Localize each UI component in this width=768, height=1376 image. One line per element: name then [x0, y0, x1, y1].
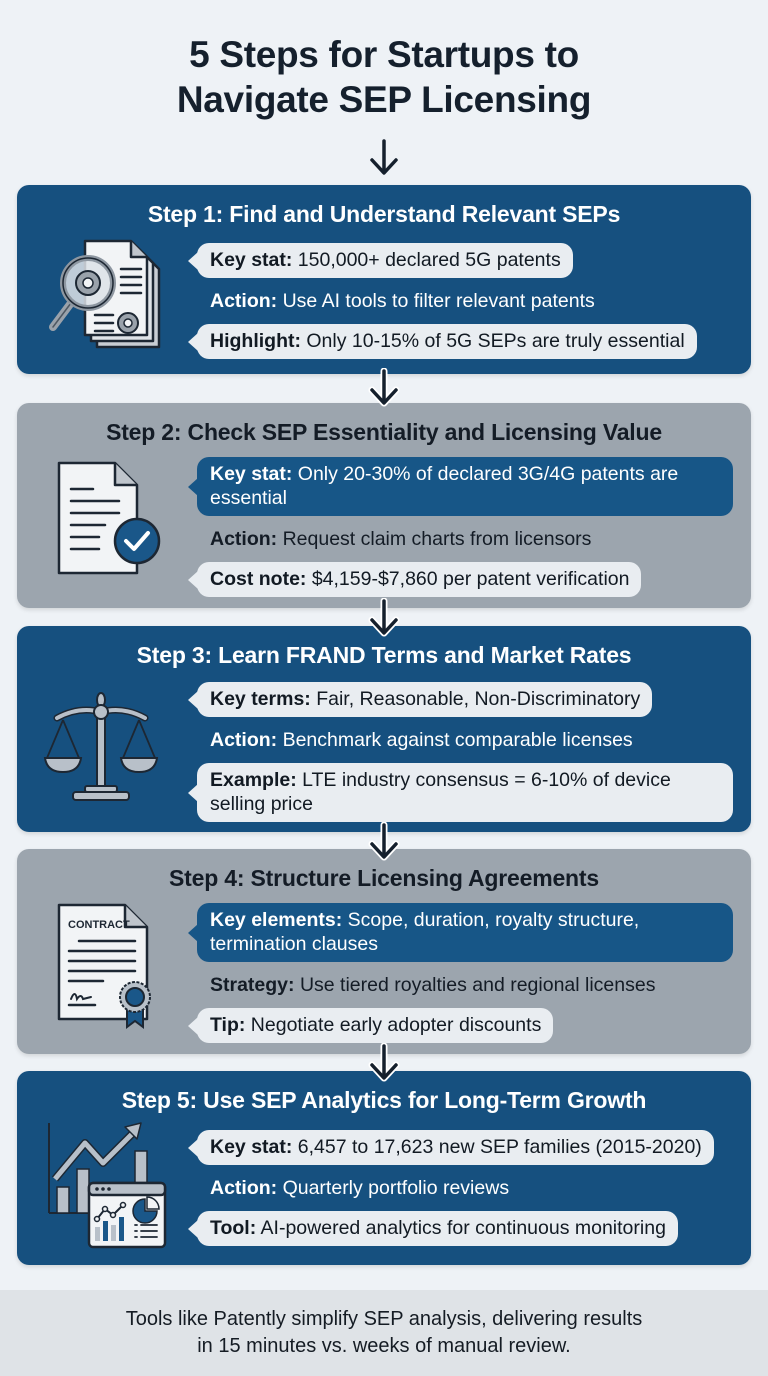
down-arrow-icon [366, 822, 402, 862]
step-4-title: Step 4: Structure Licensing Agreements [169, 865, 599, 891]
step-2-details [197, 457, 733, 606]
down-arrow-icon [366, 138, 402, 178]
footer-line-2: in 15 minutes vs. weeks of manual review. [197, 1335, 571, 1357]
step-1-highlight: Highlight: Only 10-15% of 5G SEPs are truly essential [197, 324, 697, 359]
step-2-key-stat: Key stat: Only 20-30% of declared 3G/4G patents are essential [197, 457, 733, 516]
step-1-details [197, 243, 733, 368]
step-1-title: Step 1: Find and Understand Relevant SEPs [147, 201, 621, 227]
step-3-example: Example: LTE industry consensus = 6-10% of device selling price [197, 763, 733, 822]
down-arrow-icon [366, 1043, 402, 1083]
step-4-key-elements: Key elements: Scope, duration, royalty structure, termination clauses [197, 903, 733, 962]
step-3-card [17, 626, 751, 832]
down-arrow-icon [366, 598, 402, 638]
step-2-title: Step 2: Check SEP Essentiality and Licensing Value [106, 419, 662, 445]
step-4-details [197, 903, 733, 1052]
step-2-action: Action: Request claim charts from licensors [210, 528, 592, 550]
step-1-card [17, 185, 751, 374]
step-3-action: Action: Benchmark against comparable licenses [210, 729, 633, 751]
step-1-key-stat: Key stat: 150,000+ declared 5G patents [197, 243, 573, 278]
page-title [0, 32, 768, 122]
footer-note [0, 1290, 768, 1376]
step-5-card [17, 1071, 751, 1265]
step-2-cost-note: Cost note: $4,159-$7,860 per patent verification [197, 562, 641, 597]
step-3-details [197, 682, 733, 831]
down-arrow-icon [366, 368, 402, 408]
footer-line-1: Tools like Patently simplify SEP analysis, delivering results [125, 1308, 643, 1330]
title-line-2: Navigate SEP Licensing [176, 79, 592, 120]
step-5-action: Action: Quarterly portfolio reviews [210, 1177, 510, 1199]
step-4-card [17, 849, 751, 1054]
contract-label: CONTRACT [68, 919, 130, 931]
scales-of-justice-icon [41, 690, 161, 810]
step-5-tool: Tool: AI-powered analytics for continuous monitoring [197, 1211, 678, 1246]
step-3-title: Step 3: Learn FRAND Terms and Market Rates [136, 642, 632, 668]
step-2-card [17, 403, 751, 608]
document-search-gears-icon [43, 235, 173, 355]
step-4-tip: Tip: Negotiate early adopter discounts [197, 1008, 553, 1043]
step-5-title: Step 5: Use SEP Analytics for Long-Term Growth [121, 1087, 647, 1113]
step-1-action: Action: Use AI tools to filter relevant patents [210, 290, 595, 312]
contract-document-icon [55, 901, 165, 1031]
document-checkmark-icon [55, 459, 165, 579]
step-4-strategy: Strategy: Use tiered royalties and regional licenses [210, 974, 656, 996]
step-5-key-stat: Key stat: 6,457 to 17,623 new SEP families (2015-2020) [197, 1130, 714, 1165]
analytics-growth-chart-icon [45, 1121, 175, 1251]
title-line-1: 5 Steps for Startups to [189, 34, 579, 75]
step-3-key-terms: Key terms: Fair, Reasonable, Non-Discriminatory [197, 682, 652, 717]
step-5-details [197, 1130, 733, 1255]
